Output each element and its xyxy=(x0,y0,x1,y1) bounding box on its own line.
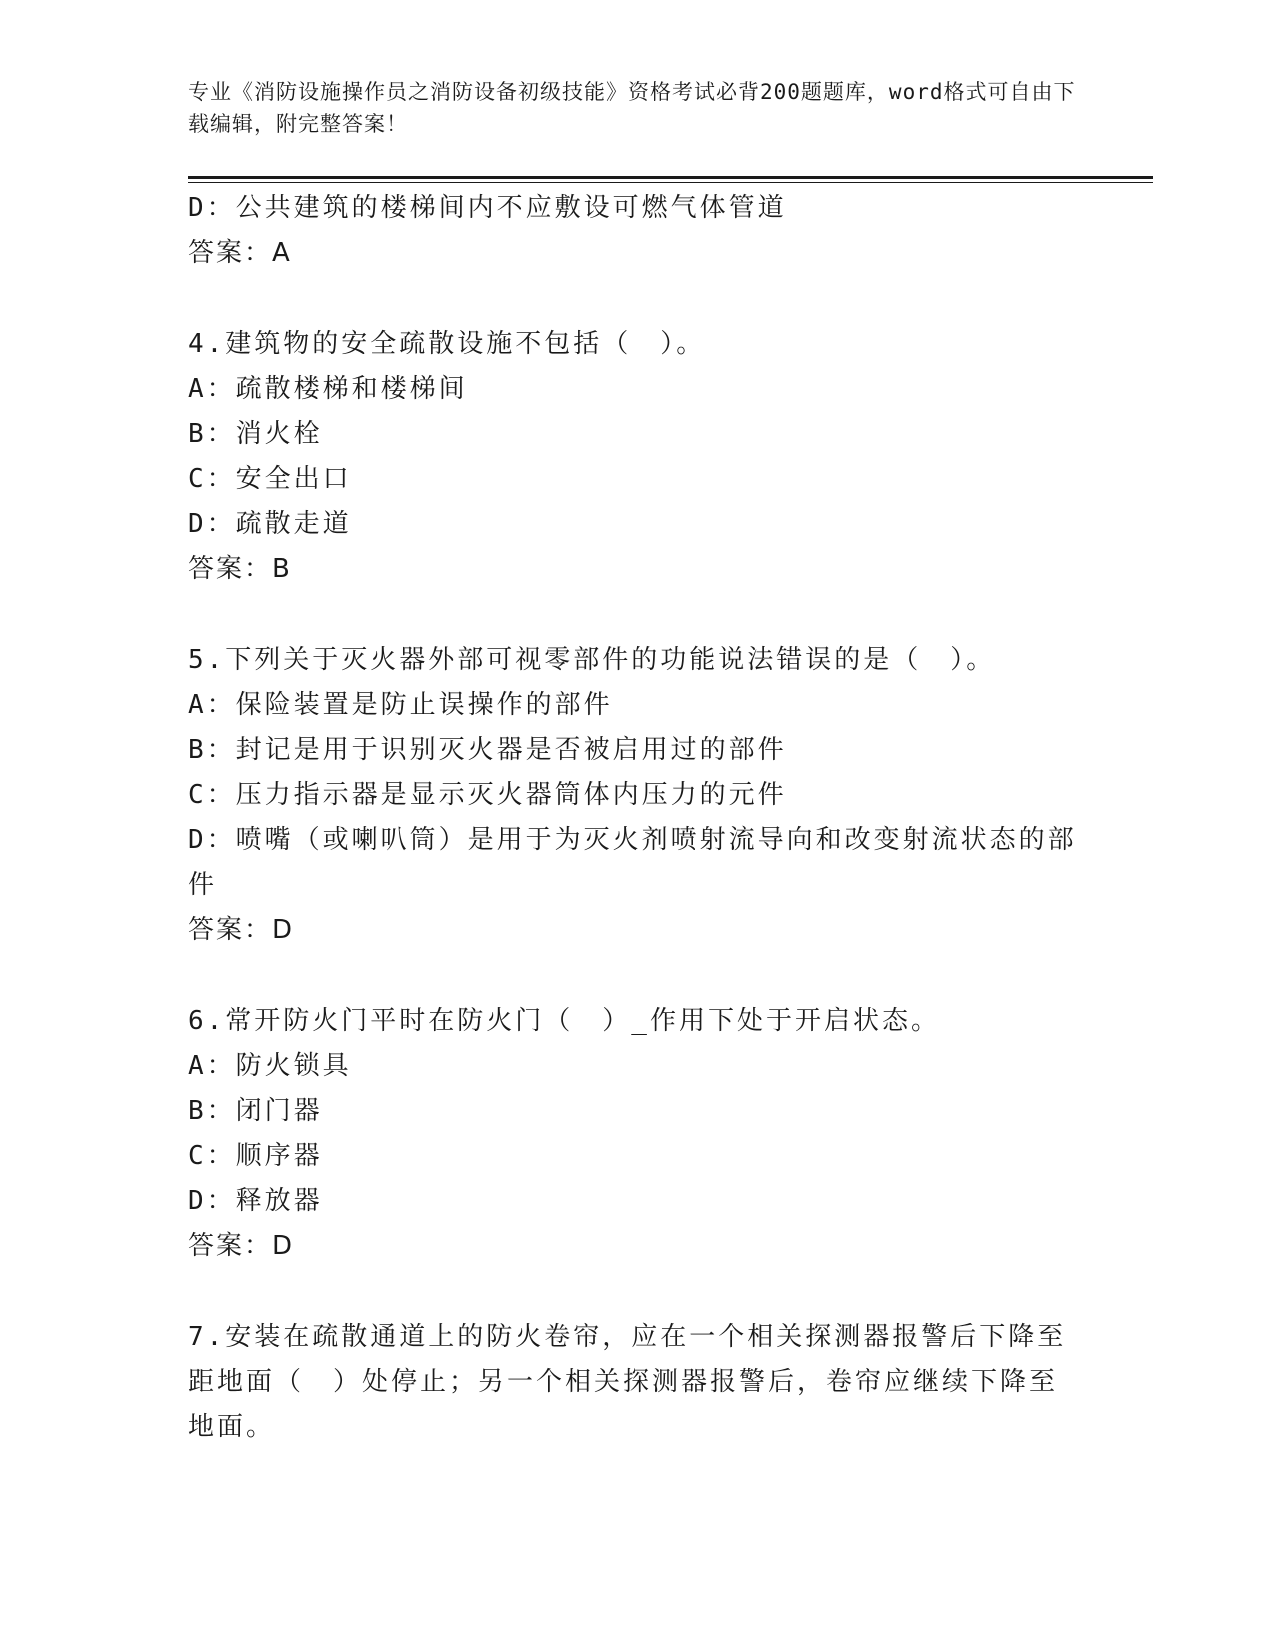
option-a: A：疏散楼梯和楼梯间 xyxy=(188,374,468,404)
question-7 xyxy=(188,1315,1078,1450)
spacer xyxy=(188,1269,1078,1315)
question-list xyxy=(188,186,1078,1450)
option-c: C：压力指示器是显示灭火器筒体内压力的元件 xyxy=(188,780,787,810)
question-stem: 7.安装在疏散通道上的防火卷帘，应在一个相关探测器报警后下降至距地面（ ）处停止；另一个相关探测器报警后，卷帘应继续下降至地面。 xyxy=(188,1322,1067,1442)
option-d: D：喷嘴（或喇叭筒）是用于为灭火剂喷射流导向和改变射流状态的部件 xyxy=(188,825,1077,900)
question-stem: 4.建筑物的安全疏散设施不包括（ ）。 xyxy=(188,329,706,359)
question-3-tail xyxy=(188,186,1078,276)
answer-label: 答案：B xyxy=(188,554,292,584)
header-divider-thick xyxy=(188,176,1153,179)
question-stem: 6.常开防火门平时在防火门（ ）_作用下处于开启状态。 xyxy=(188,1006,940,1036)
document-header: 专业《消防设施操作员之消防设备初级技能》资格考试必背200题题库，word格式可自由下载编辑，附完整答案！ xyxy=(188,80,1076,136)
option-a: A：防火锁具 xyxy=(188,1051,352,1081)
answer-label: 答案：D xyxy=(188,915,295,945)
option-d: D：公共建筑的楼梯间内不应敷设可燃气体管道 xyxy=(188,193,787,223)
option-c: C：顺序器 xyxy=(188,1141,323,1171)
question-4 xyxy=(188,322,1078,592)
option-a: A：保险装置是防止误操作的部件 xyxy=(188,690,613,720)
spacer xyxy=(188,953,1078,999)
option-d: D：释放器 xyxy=(188,1186,323,1216)
option-b: B：封记是用于识别灭火器是否被启用过的部件 xyxy=(188,735,787,765)
option-d: D：疏散走道 xyxy=(188,509,352,539)
question-6 xyxy=(188,999,1078,1269)
option-b: B：消火栓 xyxy=(188,419,323,449)
option-b: B：闭门器 xyxy=(188,1096,323,1126)
answer-label: 答案：A xyxy=(188,238,292,268)
option-c: C：安全出口 xyxy=(188,464,352,494)
spacer xyxy=(188,276,1078,322)
question-5 xyxy=(188,638,1078,953)
answer-label: 答案：D xyxy=(188,1231,295,1261)
question-stem: 5.下列关于灭火器外部可视零部件的功能说法错误的是（ ）。 xyxy=(188,645,996,675)
spacer xyxy=(188,592,1078,638)
header-divider-thin xyxy=(188,182,1153,183)
